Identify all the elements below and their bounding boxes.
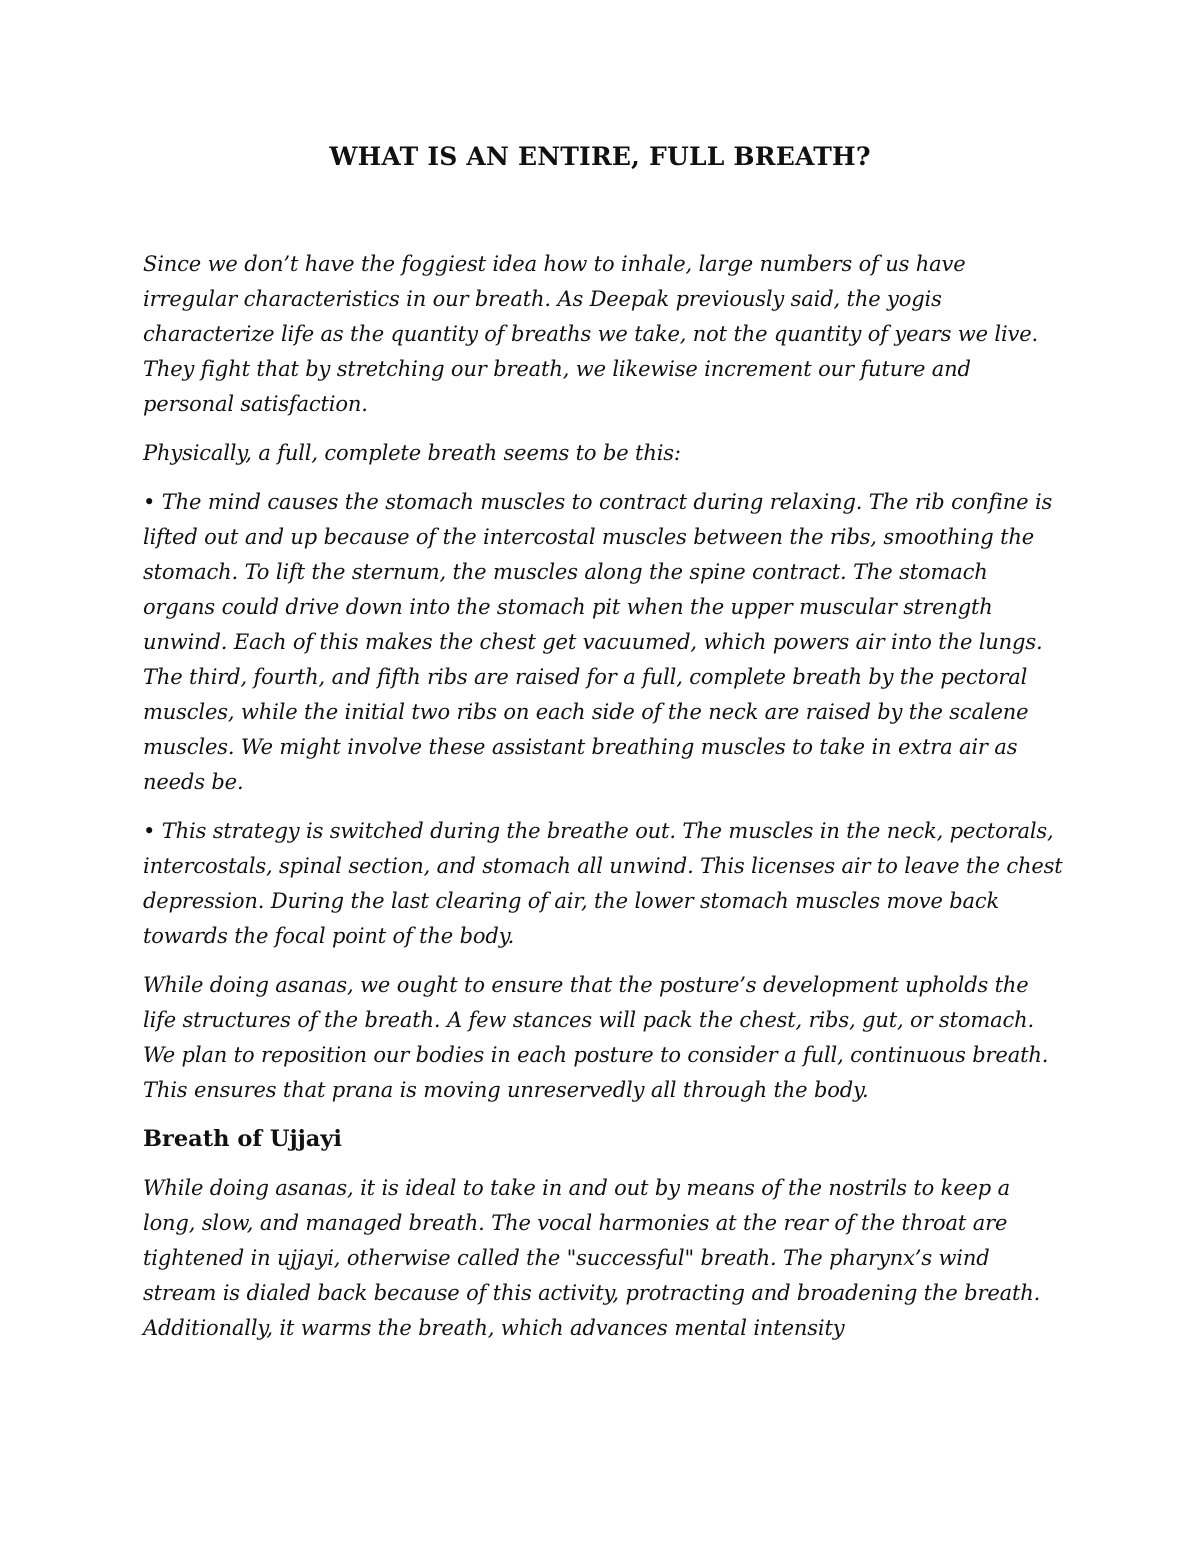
document-title: WHAT IS AN ENTIRE, FULL BREATH? <box>329 142 871 171</box>
bullet-text-inhale: The mind causes the stomach muscles to contract during relaxing. The rib confine is lifted out and up because of the intercostal muscles between the ribs, smoothing the stomach. To lift the sternum, the muscles along the spine contract. The stomach organs could drive down into the stomach pit when the upper muscular strength unwind. Each of this makes the chest get vacuumed, which powers air into the lungs. The third, fourth, and fifth ribs are raised for a full, complete breath by the pectoral muscles, while the initial two ribs on each side of the neck are raised by the scalene muscles. We might involve these assistant breathing muscles to take in extra air as needs be. <box>143 490 1053 794</box>
bullet-marker: • <box>143 490 156 514</box>
bullet-item-inhale <box>143 485 1063 800</box>
physical-breath-intro: Physically, a full, complete breath seems to be this: <box>143 441 681 465</box>
document-body <box>143 247 1063 1360</box>
ujjayi-paragraph: While doing asanas, it is ideal to take in and out by means of the nostrils to keep a long, slow, and managed breath. The vocal harmonies at the rear of the throat are tightened in ujjayi, otherwise called the "successful" breath. The pharynx’s wind stream is dialed back because of this activity, protracting and broadening the breath. Additionally, it warms the breath, which advances mental intensity <box>143 1176 1041 1340</box>
bullet-text-exhale: This strategy is switched during the breathe out. The muscles in the neck, pectorals, intercostals, spinal section, and stomach all unwind. This licenses air to leave the chest depression. During the last clearing of air, the lower stomach muscles move back towards the focal point of the body. <box>143 819 1063 948</box>
section-heading: Breath of Ujjayi <box>143 1126 342 1152</box>
asana-paragraph: While doing asanas, we ought to ensure that the posture’s development upholds the life structures of the breath. A few stances will pack the chest, ribs, gut, or stomach. We plan to reposition our bodies in each posture to consider a full, continuous breath. This ensures that prana is moving unreservedly all through the body. <box>143 973 1049 1102</box>
bullet-item-exhale <box>143 814 1063 954</box>
bullet-marker: • <box>143 819 156 843</box>
intro-paragraph: Since we don’t have the foggiest idea how to inhale, large numbers of us have irregular characteristics in our breath. As Deepak previously said, the yogis characterize life as the quantity of breaths we take, not the quantity of years we live. They fight that by stretching our breath, we likewise increment our future and personal satisfaction. <box>143 252 1039 416</box>
